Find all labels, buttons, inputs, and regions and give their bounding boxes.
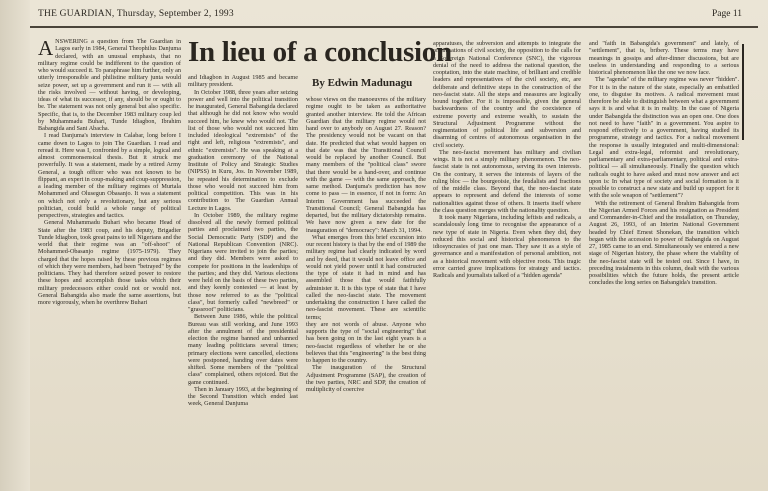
paragraph: whose views on the manoeuvres of the military regime ought to be taken as authoritative granted another interview. He told the African Guardian that the military regime would not hand over to anybody on August 27. Reason? The presidency would not be vacant on that date. He predicted that what would happen on that date was that the Transitional Council would be replaced by another Council. But many members of the "political class" swore that there would be a hand-over, and continue with the game — with the same approach, the same method. Danjuma's prediction has now come to pass — in essence, if not in form: An Interim Government has succeeded the Transitional Council; General Babangida has departed, but the military dictatorship remains. We have now given a new date for the inauguration of "democracy": March 31, 1994.: [306, 96, 426, 234]
paragraph: I read Danjuma's interview in Calabar, long before I came down to Lagos to join The Guardian. I read and reread it. Here was I, confronted by a simple, logical and almost commonsensical thesis. But it struck me powerfully. It was a statement, made by a retired Army General, a tough officer who was not known to be flippant, an expert in coup-making and coup-suppression, a leading member of the military regimes of Murtala Mohammed and Olusegun Obasanjo. It was a statement on which not only a revolutionary, but any serious politician, could build a whole range of political perspectives, strategies and tactics.: [38, 132, 181, 219]
paragraph: The neo-fascist movement has military and civilian wings. It is not a simply military phenomenon. The neo-fascist state is not autonomous, serving its own interests. On the contrary, it serves the interests of layers of the ruling bloc — the bourgeoisie, the feudalists and fractions of the middle class. Beyond that, the neo-fascist state appears to represent and defend the interests of some nationalities against those of others. It inserts itself where the class question merges with the nationality question.: [433, 148, 581, 214]
article-column-2: [188, 74, 298, 488]
paragraph: apparatuses, the subversion and attempts to integrate the organisations of civil society, the opposition to the calls for a Sovereign National Conference (SNC), the vigorous denial of the need to address the national question, the cooptation, into the state machine, of brilliant and credible leaders and representatives of the civil society, etc, are deliberate and definitive steps in the construction of the neo-fascist state. All the steps and measures are logically bound together. For it is impossible, given the general backwardness of the country and the coexistence of extreme poverty and extreme wealth, to sustain the Structural Adjustment Programme without the regimentation of political life and subversion and disarming of centres of autonomous organisation in the civil society.: [433, 40, 581, 149]
paragraph: The inauguration of the Structural Adjustment Programme (SAP), the creation of the two parties, NRC and SDP, the creation of multiplicity of coercive: [306, 364, 426, 393]
margin-mark: [742, 44, 744, 140]
page-number: Page 11: [712, 9, 742, 19]
article-column-5: [589, 40, 739, 488]
running-header: THE GUARDIAN, Thursday, September 2, 1993: [38, 9, 234, 19]
article-column-1: [38, 38, 181, 488]
paragraph: General Muhammadu Buhari who became Head of State after the 1983 coup, and his deputy, Brigadier Tunde Idiagbon, took great pains to tell Nigerians and the world that their regime was an "off-shoot" of Mohammed-Obasanjo regime (1975-1979). They charged that the hopes raised by these previous regimes of which they were members, had been "betrayed" by the politicians. They had therefore seized power to restore these hopes and accomplish those tasks which their military predecessors either could not or would not. General Babangida also made the same assertions, but more vigorously, when he overthrew Buhari: [38, 219, 181, 306]
article-byline: By Edwin Madunagu: [312, 77, 413, 89]
paragraph: and Idiagbon in August 1985 and became military president.: [188, 74, 298, 89]
paragraph: The "agenda" of the military regime was never "hidden". For it is in the nature of the state, especially an embattled one, to disguise its motives. A radical movement must therefore be able to distinguish between what a government says it is and what it is in reality. In the case of Nigeria under Babangida the distinction was an open one. One does not need to have "faith" in a government. You aspire to respond effectively to a government, having studied its programme, strategy and tactics. For a radical movement the response is usually integrated and multi-dimensional: Legal and extra-legal, reformist and revolutionary, parliamentary and extra-parliamentary, political and extra-political — all simultaneously. Finally the question which radicals ought to have asked and must now answer and act upon is: In what type of society and social formation is it possible to construct a new state and build up support for it with the sole weapon of "settlement"?: [589, 76, 739, 200]
paragraph: In October 1989, the military regime dissolved all the newly formed political parties and proclaimed two parties, the Social Democratic Party (SDP) and the National Republican Convention (NRC). Nigerians were invited to join the parties; and they did. Members were asked to compete for positions in the leaderships of the parties; and they did. Various elections were held on the basis of these two parties, and they keenly contested — at least by those now referred to as the "political class", but formerly called "newbreed" or "grassroot" politicians.: [188, 211, 298, 313]
paragraph: In October 1988, three years after seizing power and well into the political transition he inaugurated, General Babangida declared that although he did not know who would succeed him, he knew who would not. The list of those who would not succeed him included ideological "extremists" of the right and left, religious "extremists", and ethnic "extremists". He was speaking at a graduation ceremony of the National Institute of Policy and Strategic Studies (NIPSS) in Kuru, Jos. In November 1989, he repeated his determination to exclude those who would not succeed him from political competition. This was in his contribution to The Guardian Annual Lecture in Lagos.: [188, 88, 298, 212]
article-headline: In lieu of a conclusion: [188, 36, 452, 68]
drop-cap: A: [38, 38, 54, 60]
paragraph: What emerges from this brief excursion into our recent history is that by the end of 1989 the military regime had clearly indicated by word and by deed, that it would not leave office and would not yield power until it had constructed the type of state it had in mind and has assembled those that would faithfully administer it. It is this type of state that I have called the neo-fascist state. The movement undertaking the construction I have called the neo-fascist movement. These are scientific terms;: [306, 233, 426, 321]
paragraph: Then in January 1993, at the beginning of the Second Transition which ended last week, General Danjuma: [188, 385, 298, 408]
page-fold-shadow: [0, 0, 30, 491]
paragraph: NSWERING a question from The Guardian in Lagos early in 1984, General Theophilus Danjuma declared, with an unusual emphasis, that no military regime could be indifferent to the question of who would succeed it. To paraphrase him further, only an utterly irresponsible and philistine military junta would seize power, set up a government and run it — with all the risks involved — without having, or developing, ideas of what its successor, if any, should be or ought to be. The statement was not only general but also specific. Specific, that is, to the December 1983 military coup led by Muhammadu Buhari, Tunde Idiagbon, Ibrahim Babangida and Sani Abacha.: [38, 38, 181, 132]
paragraph: and "faith in Babangida's government" and lately, of "settlement", that is, bribery. These terms may have meanings in gossips and after-dinner discussions, but are useless in understanding and responding to a serious historical phenomenon like the one we now face.: [589, 40, 739, 76]
paragraph: they are not words of abuse. Anyone who supports the type of "social engineering" that has been going on in the last eight years is a neo-fascist regardless of whether he or she believes that this "engineering" is the best thing to happen to the country.: [306, 320, 426, 364]
header-rule: [30, 26, 758, 28]
paragraph: With the retirement of General Ibrahim Babangida from the Nigerian Armed Forces and his resignation as President and Commander-in-Chief and the installation, on Thursday, August 26, 1993, of an Interim National Government headed by Chief Ernest Shonekan, the transition which began with the accession to power of Babangida on August 27, 1985 came to an end. Simultaneously we entered a new stage of Nigerian history, the phase where the viability of the neo-fascist state will be tested out. Since I have, in preceding instalments in this column, dealt with the various possibilities which the future holds, the present article concludes the long series on Babangida's transition.: [589, 199, 739, 287]
paragraph: Between June 1986, while the political Bureau was still working, and June 1993 after the annulment of the presidential election the regime banned and unbanned many leading politicians several times; primary elections were cancelled, elections were postponed, handing over dates were shifted. Some members of the "political class" complained, others rejoiced. But the game continued.: [188, 313, 298, 386]
article-column-4: [433, 40, 581, 488]
article-column-3: [306, 96, 426, 488]
paragraph: It took many Nigerians, including leftists and radicals, a scandalously long time to recognise the appearance of a new type of state in Nigeria. Even when they did, they reduced this social and historical phenomenon to the idiosyncrasies of just one man. They saw it as a style of governance and a manifestation of personal ambition, not as a historical movement with objective roots. This tragic error carried grave implications for strategy and tactics. Radicals and journalists talked of a "hidden agenda": [433, 214, 581, 279]
